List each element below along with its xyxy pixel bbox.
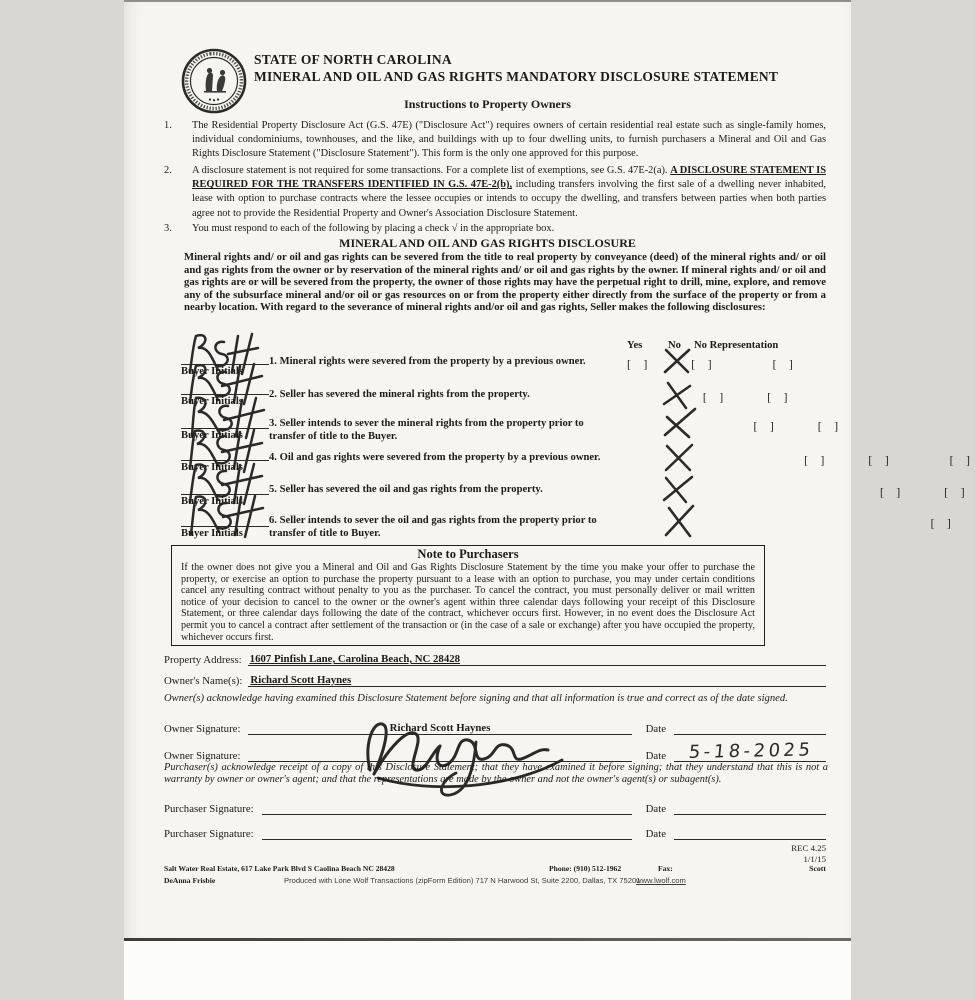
buyer-initials-label: Buyer Initials [181,496,243,507]
checkbox-yes-1: [ ] [627,359,649,371]
checkbox-no-5-checked: [ ] [944,487,966,499]
owner-name-value: Richard Scott Haynes [250,674,352,686]
owner-signature-row-2 [164,739,826,764]
handwritten-x-mark [662,405,698,439]
disclosure-intro-paragraph: Mineral rights and/ or oil and gas rights can be severed from the title to real property by conveyance (deed) of the mineral rights and/ or oil and gas rights from the owner or by reservation of the mineral rights and/ or oil and gas rights by the owner. If mineral rights and/ or oil and gas rights are or will be severed from the property, the owner of those rights may have the perpetual right to drill, mine, explore, and remove any of the subsurface mineral and/or oil or gas resources on or from the property either directly from the surface of the property or from a nearby location. With regard to the severance of mineral rights and/or oil and gas rights, Seller makes the following disclosures: [184,251,826,314]
buyer-initials-line [181,364,269,365]
footer-phone: Phone: (910) 512-1962 [549,864,622,873]
owner-signature-line-1 [248,722,631,735]
column-header-no: No [668,340,681,351]
disclosure-item-4: 4. Oil and gas rights were severed from the property by a previous owner. [269,452,601,463]
property-address-line [248,653,826,666]
purchaser-signature-label: Purchaser Signature: [164,828,254,840]
buyer-initials-label: Buyer Initials [181,366,243,377]
purchaser-signature-row-1 [164,803,826,815]
handwritten-x-mark [662,442,696,474]
handwritten-x-mark [660,472,696,504]
instruction-item-1 [164,119,826,162]
instruction-item-2 [164,164,826,221]
date-line-2 [674,739,826,764]
date-label: Date [645,750,666,762]
footer-produced-by: Produced with Lone Wolf Transactions (zipForm Edition) 717 N Harwood St, Suite 2200, Dallas, TX 75201 [284,876,641,885]
item-number: 3. [164,223,172,234]
buyer-initials-label: Buyer Initials [181,528,243,539]
checkbox-no-2-checked: [ ] [767,392,789,404]
disclosure-item-6: 6. Seller intends to sever the oil and gas rights from the property prior to transfer of title to Buyer. [269,515,597,539]
owner-name-line [248,674,826,687]
buyer-initials-line [181,428,269,429]
owner-signature-row-1 [164,722,826,735]
buyer-initials-label: Buyer Initials [181,462,243,473]
purchaser-acknowledgement: Purchaser(s) acknowledge receipt of a copy of this Disclosure Statement; that they have examined it before signing; that they understand that this is not a warranty by owner or owner's agent; and that the representations are made by the owner and not the owner's agent(s) or subagent(s). [164,762,828,785]
instructions-heading: Instructions to Property Owners [404,97,571,111]
disclosure-heading: MINERAL AND OIL AND GAS RIGHTS DISCLOSURE [339,236,636,250]
date-label: Date [645,828,666,840]
checkbox-no-representation-1: [ ] [772,359,794,371]
item-number: 1. [164,120,172,131]
scanned-disclosure-form-page [124,0,971,1000]
handwritten-date: 5-18-2025 [687,739,815,764]
form-revision-date: 1/1/15 [803,853,826,864]
purchaser-date-line-2 [674,839,826,840]
checkbox-yes-6: [ ] [930,518,952,530]
column-header-no-representation: No Representation [694,340,779,351]
buyer-initials-line [181,494,269,495]
handwritten-x-mark [663,503,697,539]
instruction-text-emphasis: A DISCLOSURE STATEMENT IS REQUIRED FOR THE TRANSFERS IDENTIFIED IN G.S. 47E-2(b), [192,165,827,191]
property-address-row [164,653,826,666]
purchaser-signature-label: Purchaser Signature: [164,803,254,815]
instruction-text-after: including transfers involving the first sale of a dwelling never inhabited, lease with option to purchase contracts where the lessee occupies or intends to occupy the dwelling, and transfers between parties when both parties agree not to provide the Residential Property and Owner's Association Disclosure Statement. [192,179,827,219]
owner-name-row [164,674,826,687]
footer-agent: DeAnna Frisbie [164,876,216,885]
disclosure-item-5: 5. Seller has severed the oil and gas rights from the property. [269,484,543,495]
note-heading: Note to Purchasers [417,547,519,561]
property-address-label: Property Address: [164,654,242,666]
footer-fax: Fax: [658,864,673,873]
checkbox-no-3-checked: [ ] [817,421,840,433]
disclosure-item-2: 2. Seller has severed the mineral rights from the property. [269,389,530,400]
instruction-text: You must respond to each of the following by placing a check √ in the appropriate box. [192,223,555,234]
instruction-text: The Residential Property Disclosure Act (G.S. 47E) ("Disclosure Act") requires owners of certain residential real estate such as single-family homes, individual condominiums, townhouses, and the like, and buildings with up to four dwelling units, to furnish purchasers a Mineral and Oil and Gas Rights Disclosure Statement ("Disclosure Statement"). This form is the only one approved for this purpose. [192,120,826,160]
scan-top-edge [124,0,851,2]
checkbox-no-1-checked: [ ] [691,359,713,371]
column-header-yes: Yes [627,340,643,351]
checkbox-yes-3: [ ] [753,421,775,433]
checkbox-yes-4: [ ] [804,455,826,467]
instruction-text-before: A disclosure statement is not required for some transactions. For a complete list of exemptions, see G.S. 47E-2(a). [192,165,671,176]
owner-printed-name: Richard Scott Haynes [389,722,491,734]
buyer-initials-line [181,394,269,395]
owner-acknowledgement: Owner(s) acknowledge having examined this Disclosure Statement before signing and that all information is true and correct as of the date signed. [164,693,788,704]
footer-website-link[interactable]: www.lwolf.com [636,876,686,885]
buyer-initials-line [181,526,269,527]
purchaser-date-line-1 [674,814,826,815]
form-revision-block [684,843,826,875]
owner-signature-label: Owner Signature: [164,750,241,762]
instruction-item-3 [164,222,826,236]
checkbox-no-representation-4: [ ] [949,455,971,467]
owner-name-label: Owner's Name(s): [164,675,243,687]
disclosure-item-3: 3. Seller intends to sever the mineral rights from the property prior to transfer of title to the Buyer. [269,418,584,442]
scan-background-strip [124,941,851,1000]
property-address-value: 1607 Pinfish Lane, Carolina Beach, NC 28428 [249,653,461,665]
buyer-initials-label: Buyer Initials [181,430,243,441]
buyer-initials-label: Buyer Initials [181,396,243,407]
disclosure-item-1: 1. Mineral rights were severed from the property by a previous owner. [269,356,586,367]
state-title: STATE OF NORTH CAROLINA [254,52,452,67]
purchaser-signature-row-2 [164,828,826,840]
purchaser-signature-line-2 [262,839,632,840]
owner-signature-label: Owner Signature: [164,723,241,735]
note-body: If the owner does not give you a Mineral and Oil and Gas Rights Disclosure Statement by the time you make your offer to purchase the property, or exercise an option to purchase the property pursuant to a lease with an option to purchase, you may under certain conditions cancel any resulting contract without penalty to you as the purchaser. To cancel the contract, you must personally deliver or mail written notice of your decision to cancel to the owner or the owner's agent within three calendar days following your receipt of this Disclosure Statement, or three calendar days following the date of the contract, whichever occurs first. However, in no event does the Disclosure Act permit you to cancel a contract after settlement of the transaction or (in the case of a sale or exchange) after you have occupied the property, whichever occurs first. [181,562,755,643]
checkbox-yes-2: [ ] [702,392,725,404]
date-label: Date [645,803,666,815]
checkbox-yes-5: [ ] [879,487,902,499]
form-title: MINERAL AND OIL AND GAS RIGHTS MANDATORY DISCLOSURE STATEMENT [254,69,779,84]
buyer-initials-line [181,460,269,461]
purchaser-signature-line-1 [262,814,632,815]
handwritten-x-mark [660,380,694,410]
form-rec-number: REC 4.25 [791,843,826,853]
instruction-text [192,164,826,221]
item-number: 2. [164,165,172,176]
footer-office: Salt Water Real Estate, 617 Lake Park Blvd S Caolina Beach NC 28428 [164,864,395,873]
date-line-1 [674,734,826,735]
checkbox-no-4-checked: [ ] [868,455,890,467]
file-tag: Scott [809,864,826,873]
note-to-purchasers-box [171,545,765,646]
date-label: Date [645,723,666,735]
